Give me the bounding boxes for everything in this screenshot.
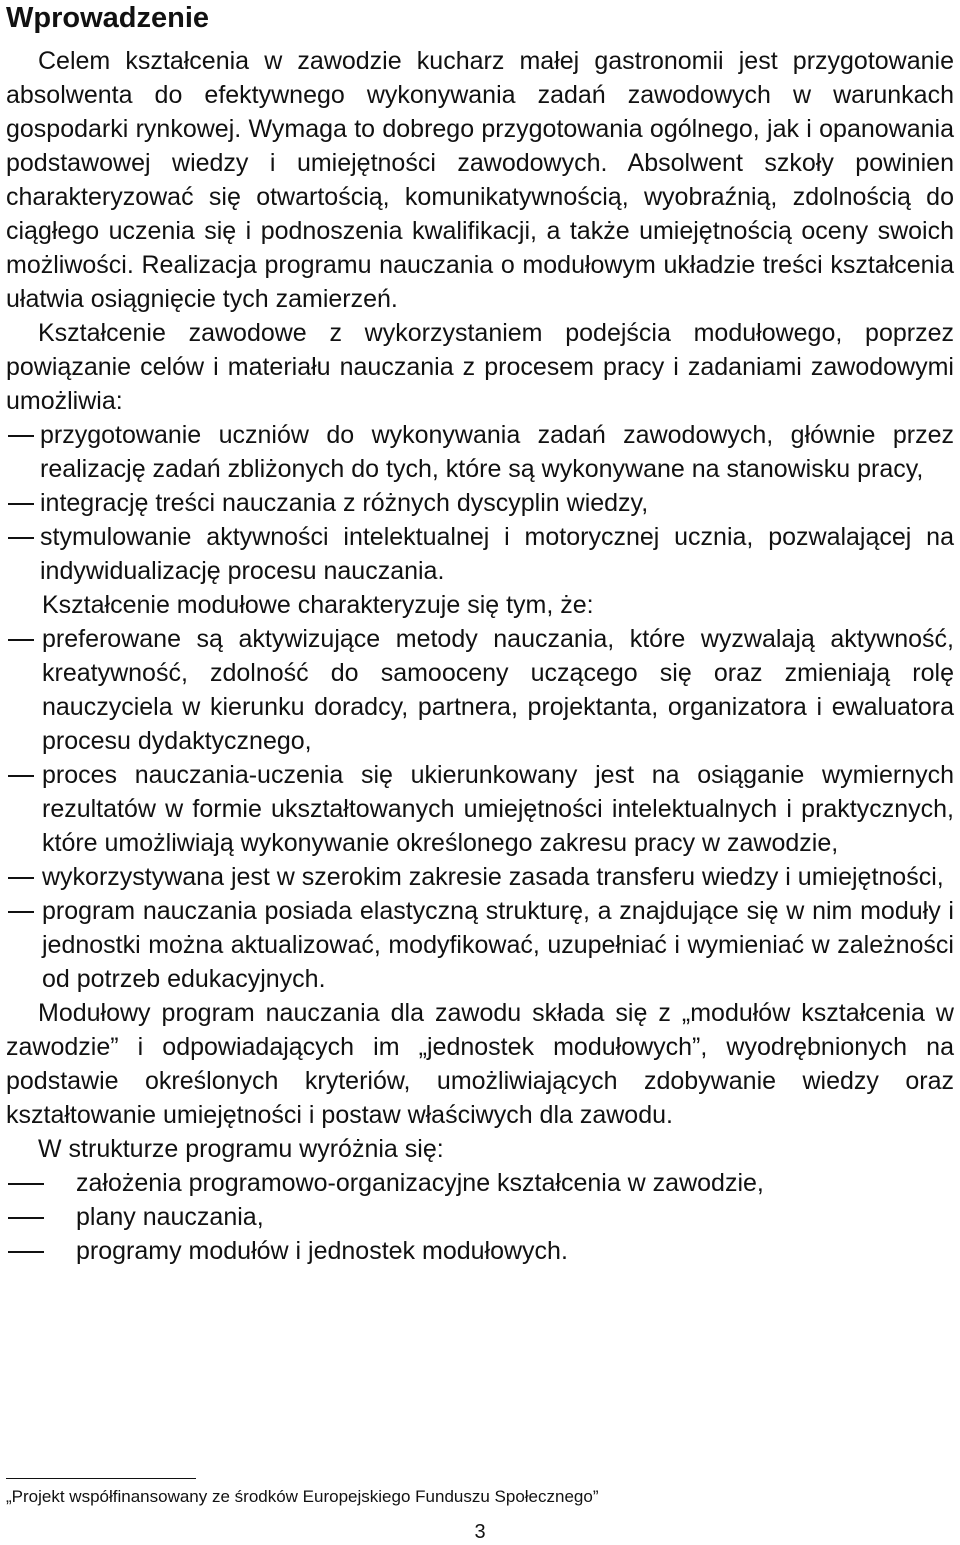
footer-note: „Projekt współfinansowany ze środków Europejskiego Funduszu Społecznego” (6, 1487, 599, 1506)
program-paragraph: Modułowy program nauczania dla zawodu składa się z „modułów kształcenia w zawodzie” i odpowiadających im „jednostek modułowych”, wyodrębnionych na podstawie określonych kryteriów, umożliwiających zdobywanie wiedzy oraz kształtowanie umiejętności i postaw właściwych dla zawodu. (6, 999, 954, 1129)
characteristics-list (6, 622, 954, 996)
page-number: 3 (474, 1521, 486, 1543)
list-item: stymulowanie aktywności intelektualnej i motorycznej ucznia, pozwalającej na indywidualizację procesu nauczania. (6, 520, 954, 588)
intro-block (6, 36, 954, 418)
benefits-list (6, 418, 954, 588)
section-heading: Wprowadzenie (6, 2, 210, 34)
footer-divider (6, 1478, 196, 1479)
intro-paragraph: Celem kształcenia w zawodzie kucharz małej gastronomii jest przygotowanie absolwenta do efektywnego wykonywania zadań zawodowych w warunkach gospodarki rynkowej. Wymaga to dobrego przygotowania ogólnego, jak i opanowania podstawowej wiedzy i umiejętności zawodowych. Absolwent szkoły powinien charakteryzować się otwartością, komunikatywnością, wyobraźnią, zdolnością do ciągłego uczenia się i podnoszenia kwalifikacji, a także umiejętnością oceny swoich możliwości. Realizacja programu nauczania o modułowym układzie treści kształcenia ułatwia osiągnięcie tych zamierzeń. (6, 47, 954, 313)
structure-list (6, 1166, 954, 1268)
list-item: programy modułów i jednostek modułowych. (6, 1234, 954, 1268)
list-item: integrację treści nauczania z różnych dyscyplin wiedzy, (6, 486, 954, 520)
list-item: założenia programowo-organizacyjne kształcenia w zawodzie, (6, 1166, 954, 1200)
list-item: plany nauczania, (6, 1200, 954, 1234)
program-block (6, 996, 954, 1166)
list-item: program nauczania posiada elastyczną strukturę, a znajdujące się w nim moduły i jednostki można aktualizować, modyfikować, uzupełniać i wymieniać w zależności od potrzeb edukacyjnych. (6, 894, 954, 996)
modular-characteristics-block (6, 588, 954, 996)
list-item: przygotowanie uczniów do wykonywania zadań zawodowych, głównie przez realizację zadań zbliżonych do tych, które są wykonywane na stanowisku pracy, (6, 418, 954, 486)
modular-approach-paragraph: Kształcenie zawodowe z wykorzystaniem podejścia modułowego, poprzez powiązanie celów i materiału nauczania z procesem pracy i zadaniami zawodowymi umożliwia: (6, 319, 954, 415)
list-item: proces nauczania-uczenia się ukierunkowany jest na osiąganie wymiernych rezultatów w formie ukształtowanych umiejętności intelektualnych i praktycznych, które umożliwiają wykonywanie określonego zakresu pracy w zawodzie, (6, 758, 954, 860)
list-item: preferowane są aktywizujące metody nauczania, które wyzwalają aktywność, kreatywność, zdolność do samooceny uczącego się oraz zmieniają rolę nauczyciela w kierunku doradcy, partnera, projektanta, organizatora i ewaluatora procesu dydaktycznego, (6, 622, 954, 758)
list-item: wykorzystywana jest w szerokim zakresie zasada transferu wiedzy i umiejętności, (6, 860, 954, 894)
structure-block (6, 1166, 954, 1268)
structure-paragraph: W strukturze programu wyróżnia się: (38, 1135, 444, 1163)
modular-characteristics-paragraph: Kształcenie modułowe charakteryzuje się tym, że: (42, 591, 594, 619)
